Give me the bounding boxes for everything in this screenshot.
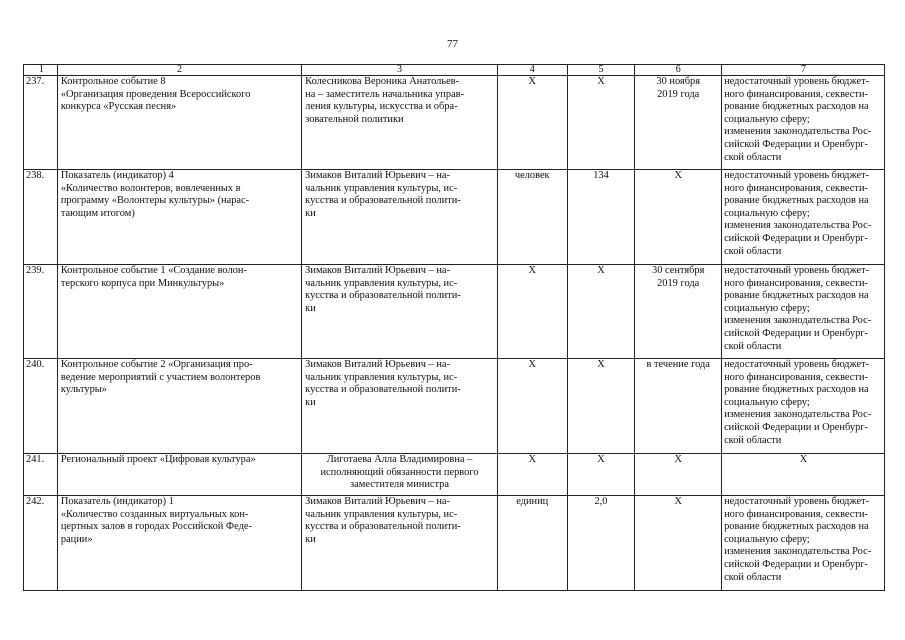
deadline: Х (635, 454, 722, 496)
table-header-row (24, 65, 885, 76)
responsible-person: Зимаков Виталий Юрьевич – на- чальник управления культуры, ис- кусства и образовательной полити- ки (302, 170, 498, 265)
item-name: Контрольное событие 2 «Организация про- ведение мероприятий с участием волонтеров культуры» (57, 359, 301, 454)
value: Х (567, 359, 635, 454)
value: Х (567, 76, 635, 170)
table-row (24, 170, 885, 265)
unit: Х (497, 454, 567, 496)
value: Х (567, 454, 635, 496)
value: Х (567, 265, 635, 359)
unit: Х (497, 265, 567, 359)
column-header-4: 4 (497, 65, 567, 76)
responsible-person: Колесникова Вероника Анатольев- на – заместитель начальника управ- ления культуры, искусства и обра- зовательной политики (302, 76, 498, 170)
column-header-7: 7 (722, 65, 885, 76)
row-number: 242. (24, 496, 58, 591)
unit: Х (497, 76, 567, 170)
risks: недостаточный уровень бюджет- ного финансирования, секвести- рование бюджетных расходов на социальную сферу; изменения законодательства Рос- сийской Федерации и Оренбург- ской области (722, 170, 885, 265)
responsible-person: Зимаков Виталий Юрьевич – на- чальник управления культуры, ис- кусства и образовательной полити- ки (302, 265, 498, 359)
value: 2,0 (567, 496, 635, 591)
document-table (23, 64, 885, 591)
deadline: 30 ноября 2019 года (635, 76, 722, 170)
column-header-1: 1 (24, 65, 58, 76)
table-row (24, 265, 885, 359)
table-row (24, 496, 885, 591)
column-header-2: 2 (57, 65, 301, 76)
page-number: 77 (447, 38, 458, 50)
item-name: Контрольное событие 8 «Организация проведения Всероссийского конкурса «Русская песня» (57, 76, 301, 170)
responsible-person: Зимаков Виталий Юрьевич – на- чальник управления культуры, ис- кусства и образовательной полити- ки (302, 496, 498, 591)
table-row (24, 454, 885, 496)
row-number: 240. (24, 359, 58, 454)
column-header-3: 3 (302, 65, 498, 76)
deadline: 30 сентября 2019 года (635, 265, 722, 359)
item-name: Показатель (индикатор) 4 «Количество волонтеров, вовлеченных в программу «Волонтеры культуры» (нарас- тающим итогом) (57, 170, 301, 265)
row-number: 237. (24, 76, 58, 170)
column-header-5: 5 (567, 65, 635, 76)
deadline: Х (635, 496, 722, 591)
item-name: Показатель (индикатор) 1 «Количество созданных виртуальных кон- цертных залов в городах Российской Феде- рации» (57, 496, 301, 591)
responsible-person: Лиготаева Алла Владимировна – исполняющий обязанности первого заместителя министра (302, 454, 498, 496)
row-number: 241. (24, 454, 58, 496)
risks: недостаточный уровень бюджет- ного финансирования, секвести- рование бюджетных расходов на социальную сферу; изменения законодательства Рос- сийской Федерации и Оренбург- ской области (722, 76, 885, 170)
table-row (24, 359, 885, 454)
risks: Х (722, 454, 885, 496)
row-number: 238. (24, 170, 58, 265)
unit: единиц (497, 496, 567, 591)
item-name: Контрольное событие 1 «Создание волон- терского корпуса при Минкультуры» (57, 265, 301, 359)
column-header-6: 6 (635, 65, 722, 76)
item-name: Региональный проект «Цифровая культура» (57, 454, 301, 496)
responsible-person: Зимаков Виталий Юрьевич – на- чальник управления культуры, ис- кусства и образовательной полити- ки (302, 359, 498, 454)
unit: Х (497, 359, 567, 454)
deadline: Х (635, 170, 722, 265)
row-number: 239. (24, 265, 58, 359)
unit: человек (497, 170, 567, 265)
risks: недостаточный уровень бюджет- ного финансирования, секвести- рование бюджетных расходов на социальную сферу; изменения законодательства Рос- сийской Федерации и Оренбург- ской области (722, 359, 885, 454)
risks: недостаточный уровень бюджет- ного финансирования, секвести- рование бюджетных расходов на социальную сферу; изменения законодательства Рос- сийской Федерации и Оренбург- ской области (722, 265, 885, 359)
deadline: в течение года (635, 359, 722, 454)
value: 134 (567, 170, 635, 265)
risks: недостаточный уровень бюджет- ного финансирования, секвести- рование бюджетных расходов на социальную сферу; изменения законодательства Рос- сийской Федерации и Оренбург- ской области (722, 496, 885, 591)
table-row (24, 76, 885, 170)
